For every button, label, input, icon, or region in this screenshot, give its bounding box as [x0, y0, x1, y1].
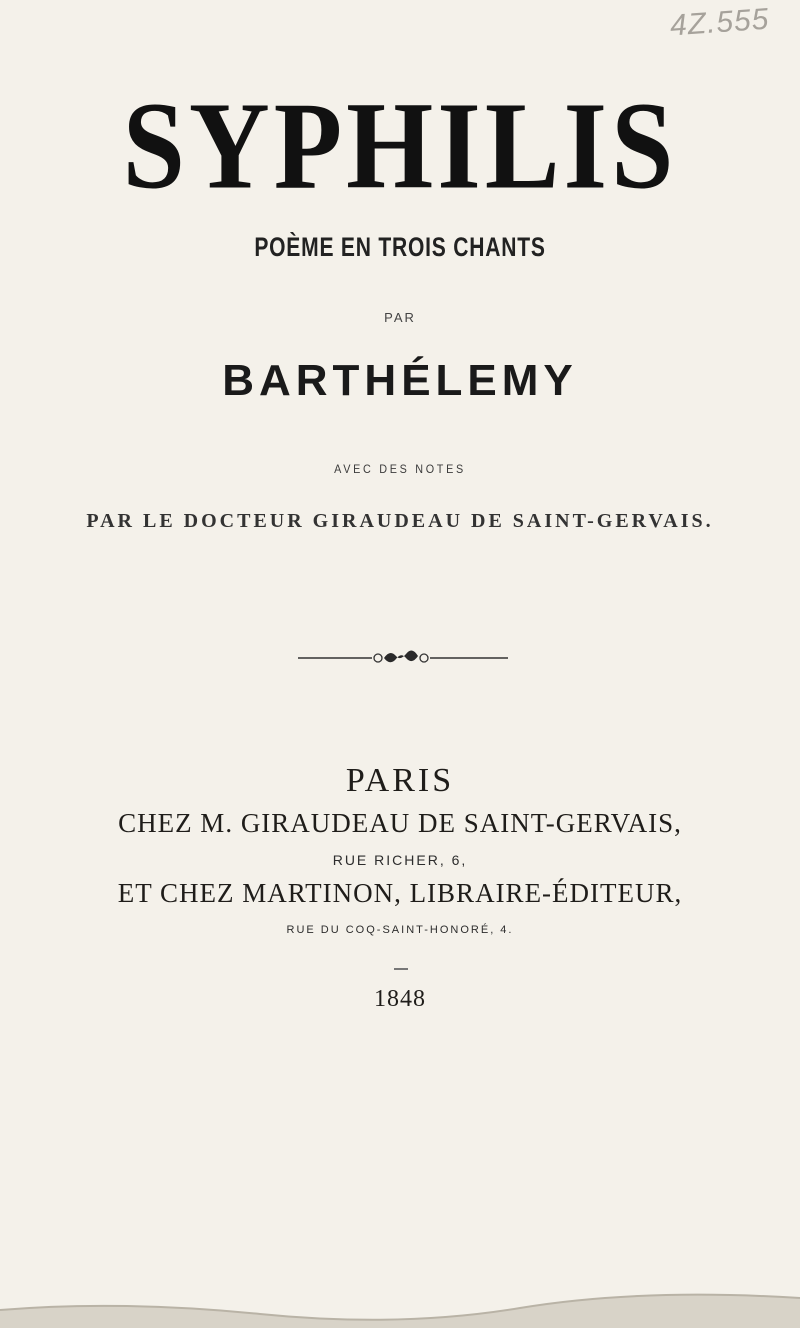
- imprint-publisher-2-address: RUE DU COQ-SAINT-HONORÉ, 4.: [286, 924, 514, 936]
- imprint-publisher-2: ET CHEZ MARTINON, LIBRAIRE-ÉDITEUR,: [117, 878, 683, 908]
- divider-ring-right: [420, 654, 428, 662]
- divider-ring-left: [374, 654, 382, 662]
- worn-edge-shadow: [0, 1295, 800, 1328]
- notes-author: PAR LE DOCTEUR GIRAUDEAU DE SAINT-GERVAIS.: [86, 510, 714, 532]
- author-name: BARTHÉLEMY: [222, 356, 578, 405]
- ornamental-divider: [0, 648, 800, 668]
- book-title: SYPHILIS: [122, 76, 678, 216]
- book-subtitle: POÈME EN TROIS CHANTS: [254, 232, 546, 262]
- imprint-publisher-1: CHEZ M. GIRAUDEAU DE SAINT-GERVAIS,: [118, 808, 682, 838]
- imprint-city: PARIS: [345, 762, 455, 799]
- library-shelfmark: 4Z.555: [668, 2, 771, 43]
- page-bottom-edge: [0, 1270, 800, 1328]
- year-rule: [394, 968, 408, 970]
- notes-label: AVEC DES NOTES: [334, 462, 466, 476]
- imprint-publisher-1-address: RUE RICHER, 6,: [332, 852, 468, 868]
- divider-flourish-icon: [384, 650, 418, 662]
- imprint-year: 1848: [374, 986, 426, 1012]
- by-label: PAR: [384, 310, 416, 325]
